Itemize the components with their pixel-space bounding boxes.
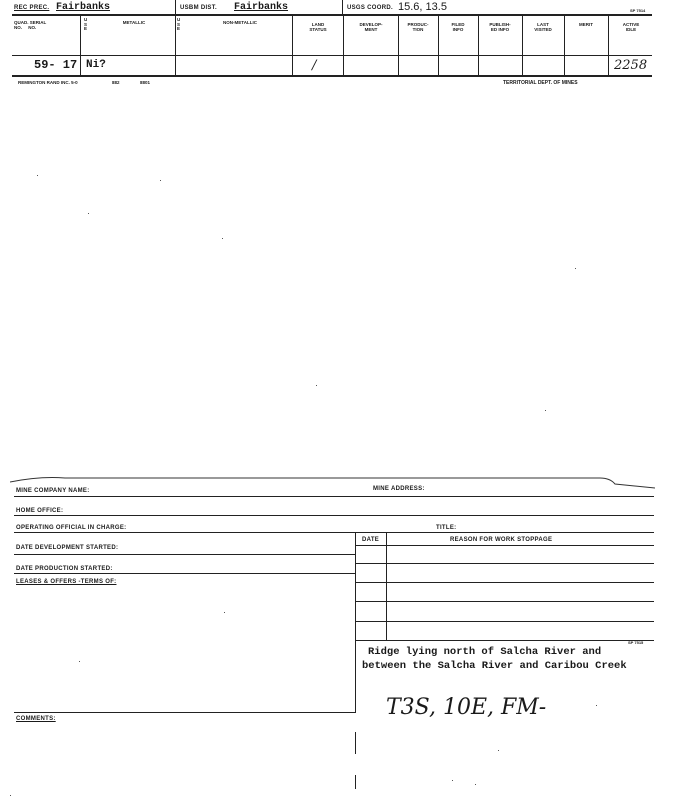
rec-prec-value: Fairbanks — [56, 2, 111, 13]
speck — [37, 175, 38, 176]
col-use-left: U S E — [84, 17, 88, 31]
column-header-rule — [12, 55, 652, 56]
operating-official-rule — [14, 532, 654, 533]
row-metallic: Ni? — [86, 59, 106, 71]
col-published-info: PUBLISH- ED INFO — [489, 22, 511, 32]
home-office-label: HOME OFFICE: — [16, 508, 64, 514]
location-line-2: between the Salcha River and Caribou Creek — [362, 660, 627, 672]
col-divider-3 — [292, 16, 293, 76]
header-divider-1 — [175, 0, 176, 14]
col-divider-9 — [564, 16, 565, 76]
stoppage-row-rule-4 — [355, 621, 654, 622]
col-non-metallic: NON-METALLIC — [223, 20, 257, 25]
card-top-edge — [10, 470, 655, 490]
col-divider-7 — [478, 16, 479, 76]
location-line-1: Ridge lying north of Salcha River and — [368, 646, 602, 658]
usgs-coord-label: USGS COORD. — [347, 5, 393, 11]
mine-address-label: MINE ADDRESS: — [373, 486, 425, 492]
col-active-idle: ACTIVE IDLE — [622, 22, 640, 32]
center-divider-bottom — [355, 775, 356, 789]
col-divider-2 — [175, 16, 176, 76]
form-number-bottom: SP 7515 — [628, 640, 644, 645]
row-bottom-rule — [12, 75, 652, 77]
handwritten-township: T3S, 10E, FM- — [386, 695, 547, 720]
date-production-label: DATE PRODUCTION STARTED: — [16, 566, 113, 572]
center-divider — [355, 533, 356, 713]
col-metallic: METALLIC — [122, 20, 146, 25]
col-divider-8 — [522, 16, 523, 76]
speck — [160, 180, 161, 181]
stoppage-row-rule-1 — [355, 563, 654, 564]
col-divider-4 — [343, 16, 344, 76]
printer-imprint: REMINGTON RAND INC. 5-0 — [18, 80, 78, 85]
comments-label: COMMENTS: — [16, 716, 56, 722]
home-office-rule — [14, 515, 654, 516]
speck — [316, 385, 317, 386]
col-divider-5 — [398, 16, 399, 76]
title-label: TITLE: — [436, 525, 457, 531]
stoppage-row-rule-5 — [355, 640, 654, 641]
printer-code-2: 8801 — [140, 80, 151, 85]
usbm-dist-label: USBM DIST. — [180, 5, 218, 11]
center-divider-lower — [355, 732, 356, 754]
col-use-right: U S E — [177, 17, 181, 31]
date-development-rule — [14, 554, 355, 555]
speck — [498, 750, 499, 751]
speck — [88, 213, 89, 214]
speck — [79, 661, 80, 662]
speck — [10, 795, 11, 796]
row-active-idle: 2258 — [614, 58, 648, 73]
rec-prec-label: REC PREC. — [14, 5, 50, 11]
row-quad-serial: 59- 17 — [34, 58, 78, 72]
speck — [596, 705, 597, 706]
date-reason-divider — [386, 533, 387, 641]
speck — [222, 238, 223, 239]
speck — [452, 780, 453, 781]
col-merit: MERIT — [579, 22, 593, 27]
reason-col-header: REASON FOR WORK STOPPAGE — [450, 537, 553, 543]
department-imprint: TERRITORIAL DEPT. OF MINES — [503, 80, 578, 86]
speck — [224, 612, 225, 613]
col-last-visited: LAST VISITED — [534, 22, 552, 32]
header-divider-2 — [342, 0, 343, 14]
speck — [575, 268, 576, 269]
usgs-coord-value: 15.6, 13.5 — [398, 1, 447, 13]
stoppage-row-rule-3 — [355, 601, 654, 602]
stoppage-header-rule — [355, 545, 654, 546]
speck — [545, 410, 546, 411]
row-land-status: / — [312, 58, 317, 73]
header-rule — [12, 14, 652, 16]
date-col-header: DATE — [362, 537, 380, 543]
comments-top-rule — [14, 712, 355, 713]
operating-official-label: OPERATING OFFICIAL IN CHARGE: — [16, 525, 127, 531]
col-divider-10 — [608, 16, 609, 76]
date-production-rule — [14, 573, 355, 574]
form-number-top: SP 7514 — [630, 8, 646, 13]
col-development: DEVELOP- MENT — [359, 22, 383, 32]
stoppage-row-rule-2 — [355, 582, 654, 583]
col-land-status: LAND STATUS — [309, 22, 327, 32]
col-divider-1 — [80, 16, 81, 76]
date-development-label: DATE DEVELOPMENT STARTED: — [16, 545, 119, 551]
col-production: PRODUC- TION — [407, 22, 429, 32]
printer-code-1: 882 — [112, 80, 120, 85]
col-divider-6 — [438, 16, 439, 76]
mine-company-name-label: MINE COMPANY NAME: — [16, 488, 90, 494]
usbm-dist-value: Fairbanks — [234, 2, 289, 13]
mine-company-rule — [14, 496, 654, 497]
speck — [475, 784, 476, 785]
col-filed-info: FILED INFO — [451, 22, 465, 32]
col-quad-serial: QUAD. SERIAL NO. NO. — [14, 20, 47, 30]
leases-offers-label: LEASES & OFFERS -TERMS OF: — [16, 579, 117, 585]
